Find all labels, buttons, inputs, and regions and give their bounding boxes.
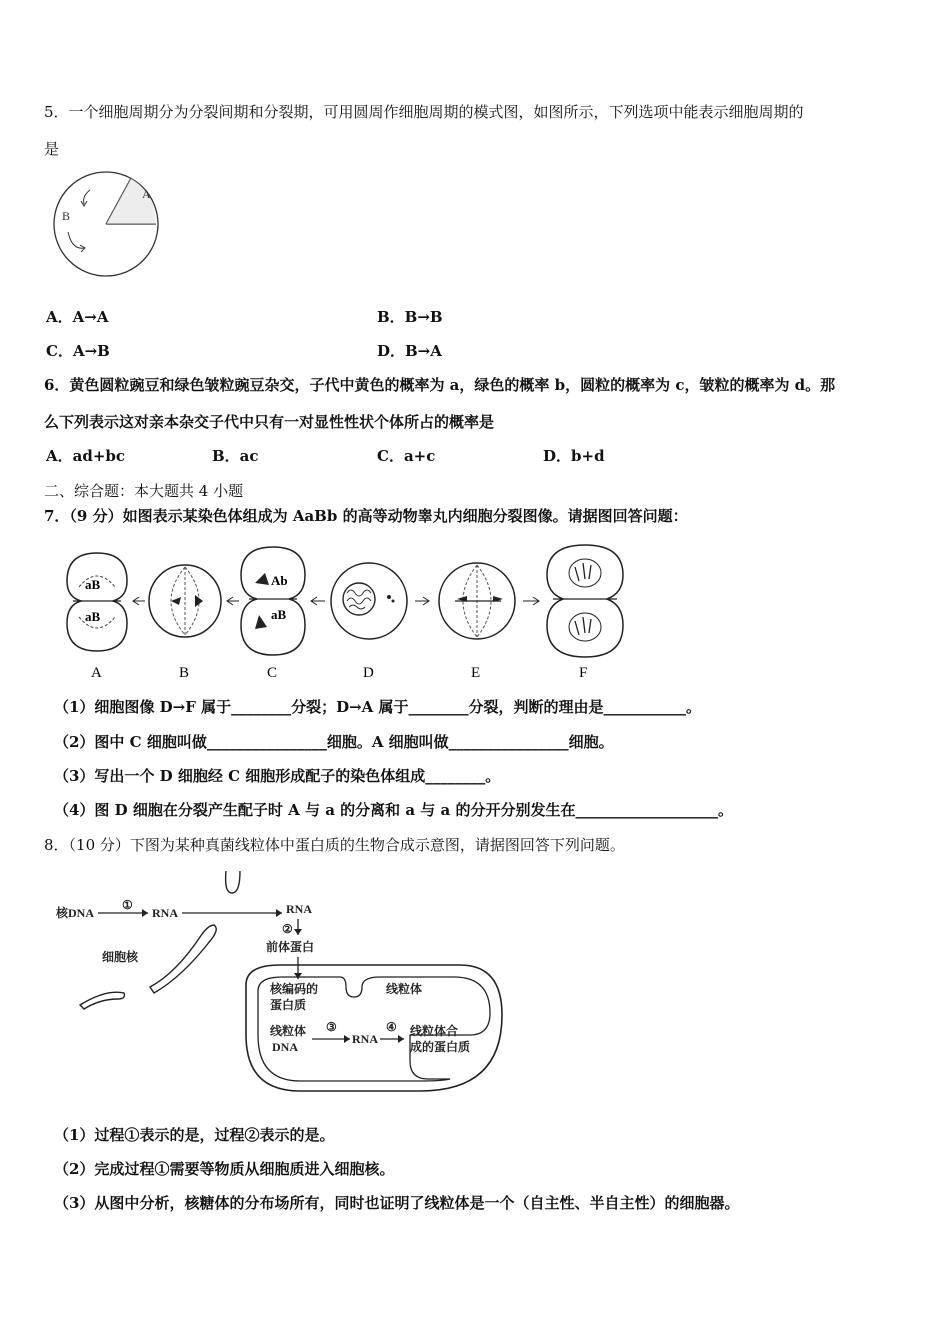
- cell-label: D: [363, 665, 374, 681]
- q8-sub3: （3）从图中分析，核糖体的分布场所有，同时也证明了线粒体是一个（自主性、半自主性）的细胞器。: [54, 1194, 740, 1212]
- step-4: ④: [386, 1020, 397, 1034]
- q8-sub1: （1）过程①表示的是，过程②表示的是。: [54, 1126, 335, 1144]
- q7-sub4: （4）图 D 细胞在分裂产生配子时 A 与 a 的分离和 a 与 a 的分开分别发生在___________________。: [54, 801, 733, 819]
- cell-label: A: [91, 665, 102, 681]
- mito-dna-2: DNA: [272, 1040, 298, 1054]
- envelope-top: [226, 871, 240, 893]
- section-2-heading: 二、综合题：本大题共 4 小题: [44, 482, 244, 500]
- cell-label: B: [179, 665, 190, 681]
- mito-dna-1: 线粒体: [270, 1024, 307, 1038]
- q6-option-d[interactable]: D．b+d: [543, 447, 605, 465]
- q5-stem-line2: 是: [44, 140, 60, 158]
- label-b: B: [62, 209, 71, 223]
- mito-protein-2: 成的蛋白质: [410, 1040, 471, 1054]
- q5-stem-line1: 5．一个细胞周期分为分裂间期和分裂期，可用圆周作细胞周期的模式图，如图所示，下列选项中能表示细胞周期的: [44, 103, 804, 121]
- cell-label: F: [579, 665, 588, 681]
- gene-label: aB: [271, 607, 287, 622]
- q5-option-d[interactable]: D．B→A: [377, 342, 442, 360]
- envelope-segment: [150, 925, 216, 993]
- q7-sub1: （1）细胞图像 D→F 属于________分裂；D→A 属于________分裂，判断的理由是___________。: [54, 698, 702, 716]
- nuclear-dna: 核DNA: [56, 906, 94, 920]
- q5-option-c[interactable]: C．A→B: [46, 342, 110, 360]
- nuclear-encoded-2: 蛋白质: [270, 998, 307, 1012]
- step-3: ③: [326, 1020, 337, 1034]
- gene-label: Ab: [271, 573, 288, 588]
- q6-stem-line2: 么下列表示这对亲本杂交子代中只有一对显性性状个体所占的概率是: [44, 413, 495, 431]
- q8-sub2: （2）完成过程①需要等物质从细胞质进入细胞核。: [54, 1160, 395, 1178]
- step-2: ②: [282, 922, 293, 936]
- mito-protein-1: 线粒体合: [410, 1024, 459, 1038]
- step-1: ①: [122, 898, 133, 912]
- cell-a: [67, 553, 127, 651]
- q6-stem-line1: 6．黄色圆粒豌豆和绿色皱粒豌豆杂交，子代中黄色的概率为 a，绿色的概率 b，圆粒的概率为 c，皱粒的概率为 d。那: [44, 376, 836, 394]
- envelope-segment: [80, 992, 124, 1009]
- q7-sub3: （3）写出一个 D 细胞经 C 细胞形成配子的染色体组成________。: [54, 767, 501, 785]
- cell-label: C: [267, 665, 278, 681]
- q6-option-a[interactable]: A．ad+bc: [46, 447, 126, 465]
- q6-option-b[interactable]: B．ac: [212, 447, 259, 465]
- precursor-protein: 前体蛋白: [266, 940, 315, 954]
- q7-stem: 7．（9 分）如图表示某染色体组成为 AaBb 的高等动物睾丸内细胞分裂图像。请据图回答问题：: [44, 507, 688, 525]
- mito-protein-diagram: [50, 865, 510, 1105]
- q8-stem: 8．（10 分）下图为某种真菌线粒体中蛋白质的生物合成示意图，请据图回答下列问题。: [44, 836, 625, 854]
- gene-label: aB: [85, 577, 101, 592]
- cell-d: [331, 563, 407, 639]
- cell-f: [547, 545, 623, 657]
- q7-sub2: （2）图中 C 细胞叫做________________细胞。A 细胞叫做________________细胞。: [54, 733, 614, 751]
- nuclear-encoded-1: 核编码的: [270, 982, 319, 996]
- nucleus-label: 细胞核: [102, 950, 139, 964]
- cell-label: E: [471, 665, 481, 681]
- cell-e: [439, 563, 515, 639]
- rna-3: RNA: [352, 1032, 378, 1046]
- cell-division-figure: [45, 535, 635, 683]
- rna-2: RNA: [286, 902, 312, 916]
- label-a: A: [142, 187, 151, 201]
- rna-1: RNA: [152, 906, 178, 920]
- cell-b: [149, 565, 221, 637]
- cell-cycle-figure: [48, 170, 168, 280]
- q5-option-b[interactable]: B．B→B: [377, 308, 443, 326]
- q5-option-a[interactable]: A．A→A: [46, 308, 109, 326]
- cell-c: [241, 547, 305, 655]
- phase-shade: [106, 178, 156, 224]
- mito-label: 线粒体: [386, 982, 423, 996]
- gene-label: aB: [85, 609, 101, 624]
- q6-option-c[interactable]: C．a+c: [377, 447, 436, 465]
